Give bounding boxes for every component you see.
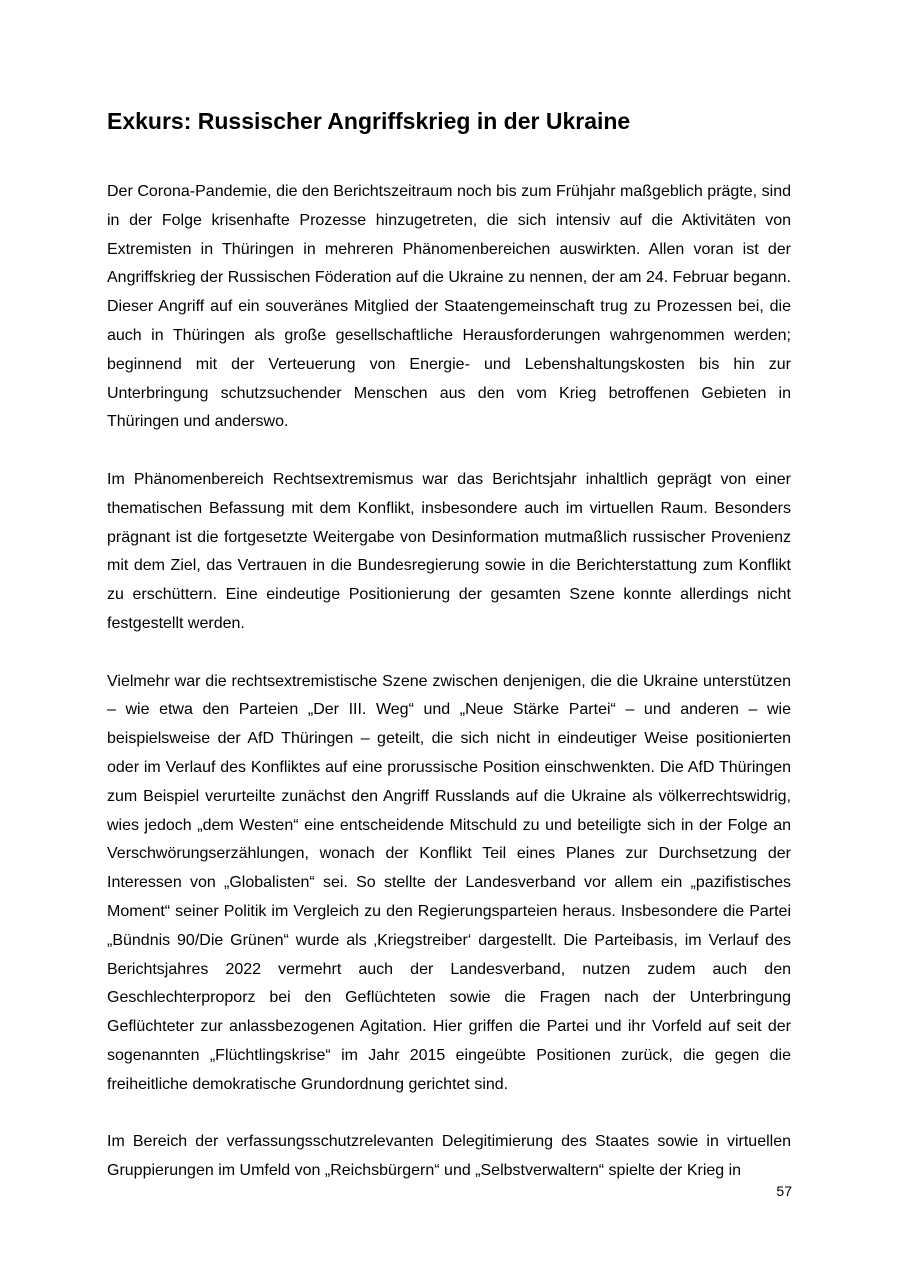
page-content	[107, 105, 791, 1215]
paragraph-delegitimization: Im Bereich der verfassungsschutzrelevanten Delegitimierung des Staates sowie in virtuellen Gruppierungen im Umfeld von „Reichsbürgern“ und „Selbstverwaltern“ spielte der Krieg in	[107, 1133, 791, 1180]
paragraph-right-wing-extremism: Im Phänomenbereich Rechtsextremismus war das Berichtsjahr inhaltlich geprägt von einer thematischen Befassung mit dem Konflikt, insbesondere auch im virtuellen Raum. Besonders prägnant ist die fortgesetzte Weitergabe von Desinformation mutmaßlich russischer Provenienz mit dem Ziel, das Vertrauen in die Bundesregierung sowie in die Berichterstattung zum Konflikt zu erschüttern. Eine eindeutige Positionierung der gesamten Szene konnte allerdings nicht festgestellt werden.	[107, 470, 791, 632]
section-heading: Exkurs: Russischer Angriffskrieg in der Ukraine	[107, 108, 631, 134]
paragraph-corona-crisis: Der Corona-Pandemie, die den Berichtszeitraum noch bis zum Frühjahr maßgeblich prägte, sind in der Folge krisenhafte Prozesse hinzugetreten, die sich intensiv auf die Aktivitäten von Extremisten in Thüringen in mehreren Phänomenbereichen auswirkten. Allen voran ist der Angriffskrieg der Russischen Föderation auf die Ukraine zu nennen, der am 24. Februar begann. Dieser Angriff auf ein souveränes Mitglied der Staatengemeinschaft trug zu Prozessen bei, die auch in Thüringen als große gesellschaftliche Herausforderungen wahrgenommen werden; beginnend mit der Verteuerung von Energie- und Lebenshaltungskosten bis hin zur Unterbringung schutzsuchender Menschen aus den vom Krieg betroffenen Gebieten in Thüringen und anderswo.	[107, 183, 791, 431]
paragraph-scene-division: Vielmehr war die rechtsextremistische Szene zwischen denjenigen, die die Ukraine unterstützen – wie etwa den Parteien „Der III. Weg“ und „Neue Stärke Partei“ – und anderen – wie beispielsweise der AfD Thüringen – geteilt, die sich nicht in eindeutiger Weise positionierten oder im Verlauf des Konfliktes auf eine prorussische Position einschwenkten. Die AfD Thüringen zum Beispiel verurteilte zunächst den Angriff Russlands auf die Ukraine als völkerrechtswidrig, wies jedoch „dem Westen“ eine entscheidende Mitschuld zu und beteiligte sich in der Folge an Verschwörungserzählungen, wonach der Konflikt Teil eines Planes zur Durchsetzung der Interessen von „Globalisten“ sei. So stellte der Landesverband vor allem ein „pazifistisches Moment“ seiner Politik im Vergleich zu den Regierungsparteien heraus. Insbesondere die Partei „Bündnis 90/Die Grünen“ wurde als ‚Kriegstreiber‘ dargestellt. Die Parteibasis, im Verlauf des Berichtsjahres 2022 vermehrt auch der Landesverband, nutzen zudem auch den Geschlechterproporz bei den Geflüchteten sowie die Fragen nach der Unterbringung Geflüchteter zur anlassbezogenen Agitation. Hier griffen die Partei und ihr Vorfeld auf seit der sogenannten „Flüchtlingskrise“ im Jahr 2015 eingeübte Positionen zurück, die gegen die freiheitliche demokratische Grundordnung gerichtet sind.	[107, 672, 791, 1093]
page-number: 57	[776, 1183, 792, 1199]
